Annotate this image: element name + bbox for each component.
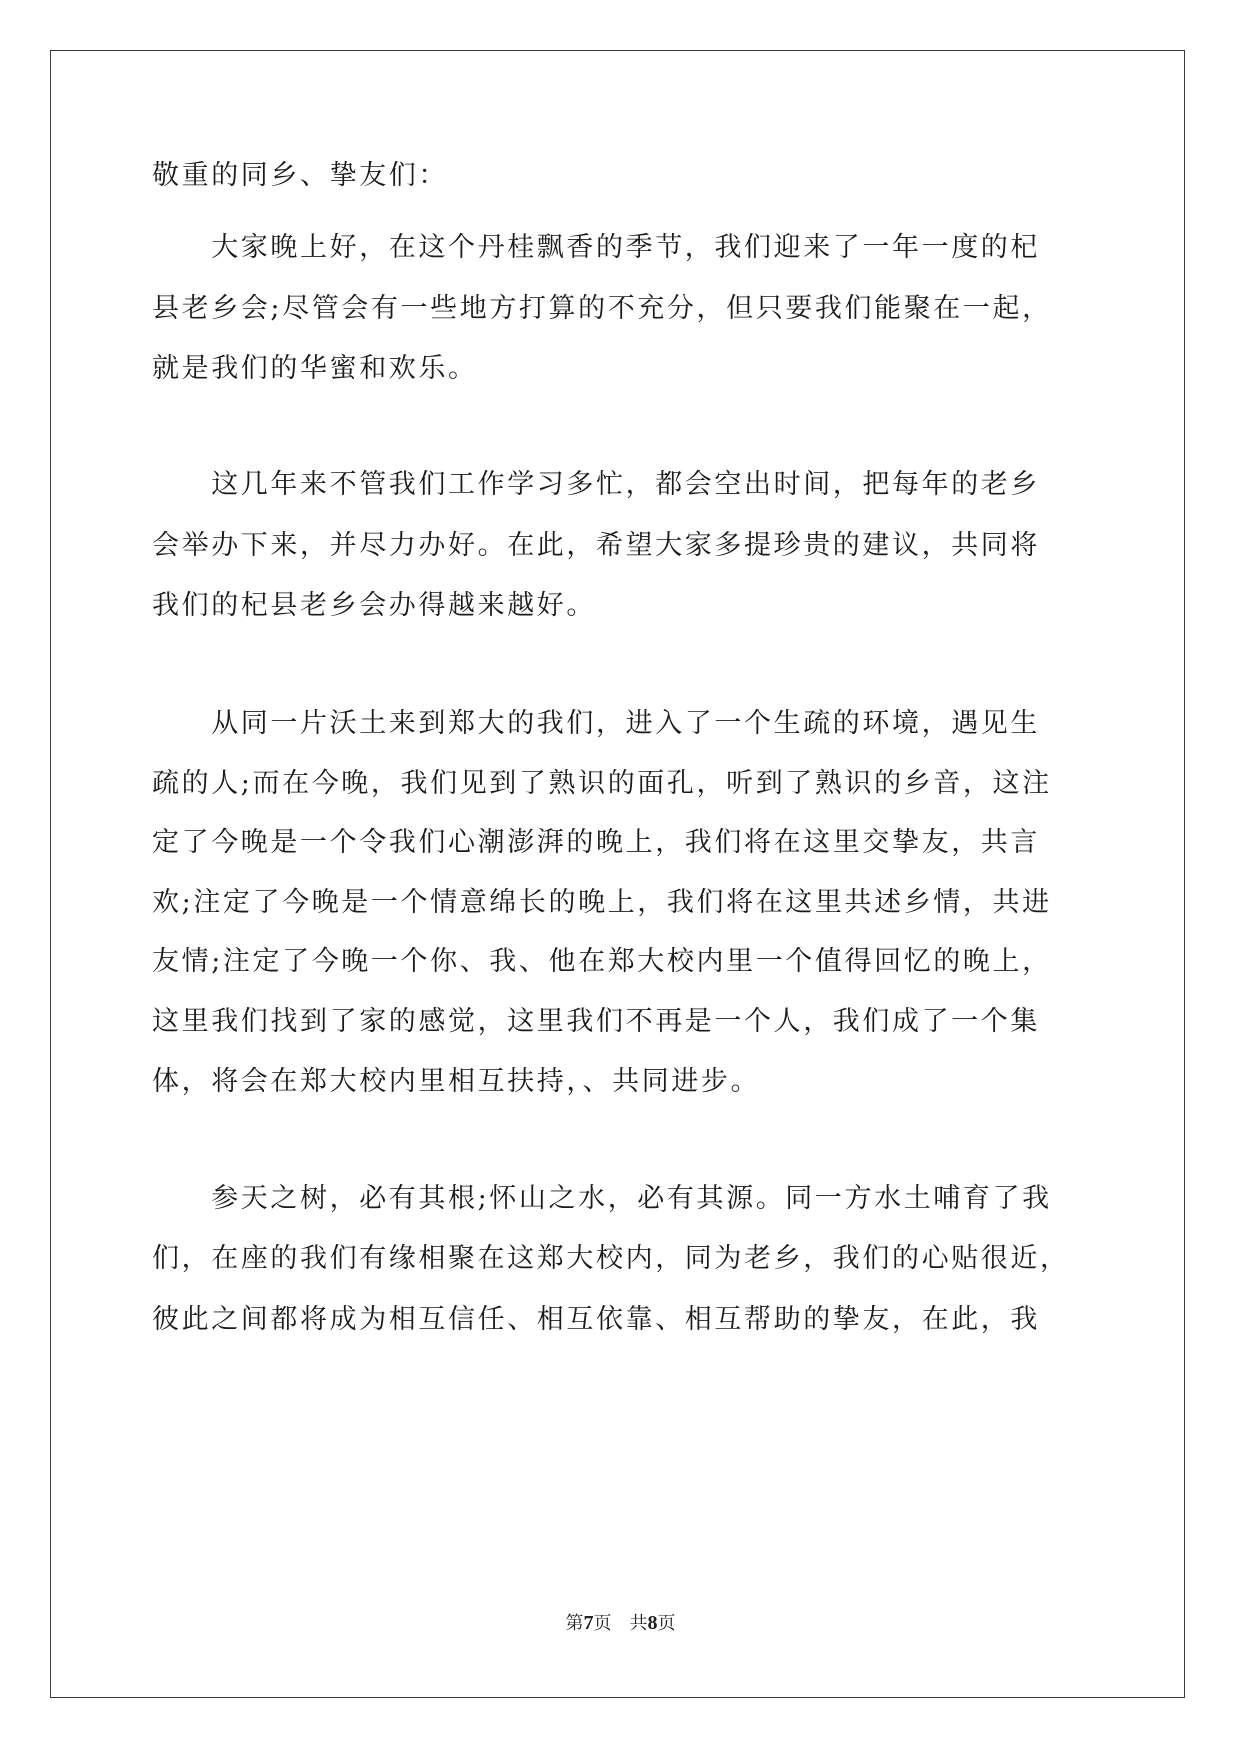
footer-page-unit: 页	[593, 1613, 612, 1634]
text-line: 从同一片沃土来到郑大的我们，进入了一个生疏的环境，遇见生	[152, 708, 1040, 739]
footer-prefix: 第	[565, 1613, 584, 1634]
text-line: 这里我们找到了家的感觉，这里我们不再是一个人，我们成了一个集	[152, 1006, 1040, 1037]
text-line: 欢;注定了今晚是一个情意绵长的晚上，我们将在这里共述乡情，共进	[152, 887, 1052, 918]
footer-total-prefix: 共	[629, 1613, 648, 1634]
page-footer	[0, 1612, 1241, 1635]
text-line: 这几年来不管我们工作学习多忙，都会空出时间，把每年的老乡	[152, 469, 1040, 500]
footer-total-unit: 页	[657, 1613, 676, 1634]
text-line: 彼此之间都将成为相互信任、相互依靠、相互帮助的挚友，在此，我	[152, 1304, 1040, 1335]
text-line: 们，在座的我们有缘相聚在这郑大校内，同为老乡，我们的心贴很近，	[152, 1243, 1070, 1274]
text-line: 疏的人;而在今晚，我们见到了熟识的面孔，听到了熟识的乡音，这注	[152, 768, 1052, 799]
text-line: 体，将会在郑大校内里相互扶持，、共同进步。	[152, 1066, 761, 1097]
text-line: 就是我们的华蜜和欢乐。	[152, 353, 478, 384]
footer-page-number: 7	[583, 1612, 594, 1634]
text-line: 大家晚上好，在这个丹桂飘香的季节，我们迎来了一年一度的杞	[152, 232, 1040, 263]
text-line: 敬重的同乡、挚友们：	[152, 160, 448, 191]
text-line: 定了今晚是一个令我们心潮澎湃的晚上，我们将在这里交挚友，共言	[152, 827, 1040, 858]
text-line: 参天之树，必有其根;怀山之水，必有其源。同一方水土哺育了我	[152, 1183, 1052, 1214]
text-line: 友情;注定了今晚一个你、我、他在郑大校内里一个值得回忆的晚上，	[152, 946, 1052, 977]
text-line: 县老乡会;尽管会有一些地方打算的不充分，但只要我们能聚在一起，	[152, 293, 1052, 324]
text-line: 会举办下来，并尽力办好。在此，希望大家多提珍贵的建议，共同将	[152, 530, 1040, 561]
text-line: 我们的杞县老乡会办得越来越好。	[152, 590, 596, 621]
footer-total-pages: 8	[647, 1612, 658, 1634]
